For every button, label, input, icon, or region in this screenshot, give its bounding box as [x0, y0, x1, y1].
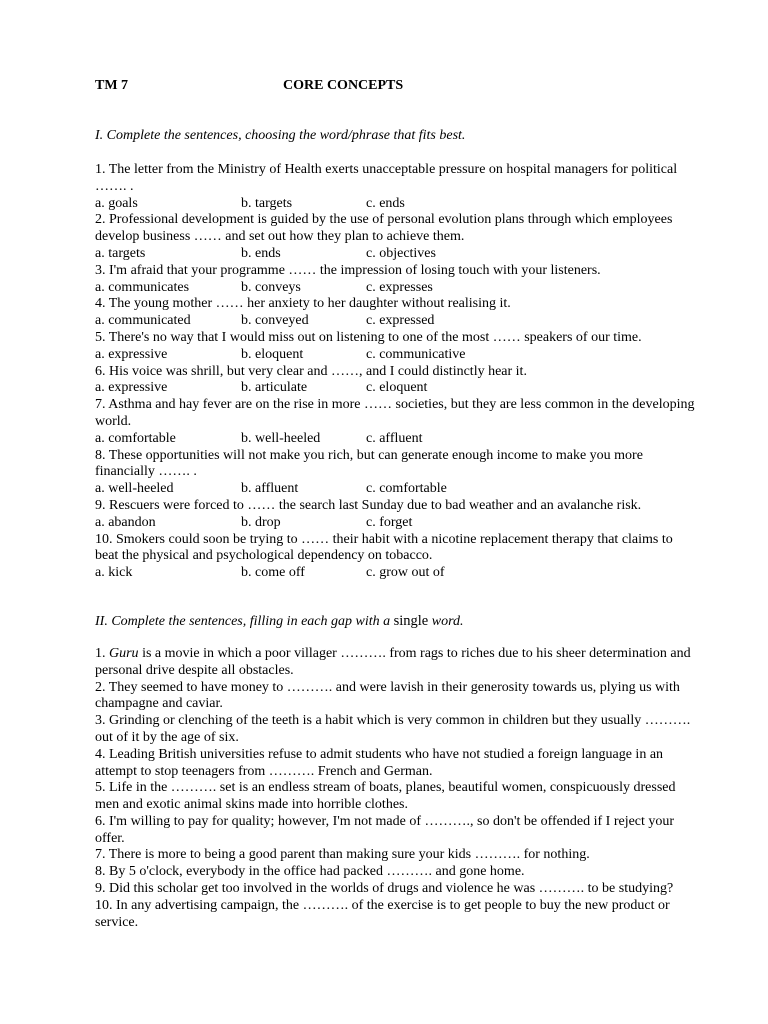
question-2: [95, 212, 695, 262]
gap-question-5: 5. Life in the ………. set is an endless stream of boats, planes, beautiful women, conspicuously dressed men and exotic animal skins made into horrible clothes.: [95, 780, 676, 813]
question-7: [95, 397, 695, 447]
option-a: a. communicated: [95, 313, 191, 329]
question-1: [95, 162, 695, 212]
option-b: b. well-heeled: [241, 430, 321, 446]
option-b: b. ends: [241, 245, 281, 261]
option-b: b. eloquent: [241, 346, 304, 362]
gap-question-4: 4. Leading British universities refuse to admit students who have not studied a foreign language in an attempt to stop teenagers from ………. French and German.: [95, 746, 664, 779]
option-b: b. targets: [241, 195, 293, 211]
question-text: 3. I'm afraid that your programme …… the impression of losing touch with your listeners.: [95, 262, 601, 278]
gap-question-2: 2. They seemed to have money to ………. and were lavish in their generosity towards us, plying us with champagne and caviar.: [95, 679, 680, 712]
option-a: a. expressive: [95, 380, 168, 396]
answer-options: [95, 565, 695, 582]
answer-options: [95, 380, 695, 397]
question-text: 1. The letter from the Ministry of Health exerts unacceptable pressure on hospital managers for political ……. .: [95, 162, 678, 194]
option-b: b. drop: [241, 514, 281, 530]
answer-options: [95, 431, 695, 448]
question-3: [95, 263, 695, 297]
document-header: [95, 78, 695, 96]
question-10: [95, 532, 695, 582]
option-a: a. well-heeled: [95, 481, 174, 497]
question-text: 9. Rescuers were forced to …… the search last Sunday due to bad weather and an avalanche risk.: [95, 497, 642, 513]
option-b: b. conveys: [241, 279, 301, 295]
question-5: [95, 330, 695, 364]
option-c: c. expresses: [366, 279, 433, 295]
gap-question-8: 8. By 5 o'clock, everybody in the office had packed ………. and gone home.: [95, 864, 525, 880]
option-c: c. forget: [366, 514, 413, 530]
question-6: [95, 364, 695, 398]
section2-questions: [95, 646, 695, 932]
answer-options: [95, 196, 695, 213]
option-a: a. targets: [95, 245, 146, 261]
answer-options: [95, 246, 695, 263]
option-a: a. kick: [95, 565, 133, 581]
option-c: c. grow out of: [366, 565, 445, 581]
section1-instruction: I. Complete the sentences, choosing the word/phrase that fits best.: [95, 128, 466, 143]
option-c: c. communicative: [366, 346, 466, 362]
option-b: b. articulate: [241, 380, 308, 396]
question-8: [95, 448, 695, 498]
question-text: 8. These opportunities will not make you rich, but can generate enough income to make you more financially ……. .: [95, 447, 643, 480]
option-c: c. comfortable: [366, 481, 447, 497]
option-a: a. abandon: [95, 514, 156, 530]
question-text: 6. His voice was shrill, but very clear and ……, and I could distinctly hear it.: [95, 363, 527, 379]
option-b: b. conveyed: [241, 313, 309, 329]
option-a: a. goals: [95, 195, 138, 211]
option-a: a. expressive: [95, 346, 168, 362]
question-text: 2. Professional development is guided by the use of personal evolution plans through which employees develop business …… and set out how they plan to achieve them.: [95, 212, 673, 245]
gap-question-7: 7. There is more to being a good parent than making sure your kids ………. for nothing.: [95, 847, 590, 863]
question-text: 7. Asthma and hay fever are on the rise in more …… societies, but they are less common in the developing world.: [95, 397, 695, 429]
question-text: 4. The young mother …… her anxiety to her daughter without realising it.: [95, 296, 511, 312]
instruction-emphasis: single: [393, 612, 429, 629]
gap-question-1: [95, 646, 695, 680]
option-c: c. eloquent: [366, 380, 428, 396]
section2-instruction: [95, 613, 695, 630]
option-c: c. expressed: [366, 313, 435, 329]
gap-question-9: 9. Did this scholar get too involved in the worlds of drugs and violence he was ………. to be studying?: [95, 881, 674, 897]
gap-question-3: 3. Grinding or clenching of the teeth is a habit which is very common in children but they usually ………. out of it by the age of six.: [95, 713, 691, 745]
question-number: 1.: [95, 645, 109, 661]
option-a: a. communicates: [95, 279, 190, 295]
answer-options: [95, 481, 695, 498]
option-c: c. ends: [366, 195, 405, 211]
option-c: c. affluent: [366, 430, 423, 446]
gap-question-6: 6. I'm willing to pay for quality; however, I'm not made of ………., so don't be offended if I reject your offer.: [95, 813, 675, 846]
section1-questions: [95, 162, 695, 582]
instruction-text: word.: [428, 613, 464, 629]
answer-options: [95, 280, 695, 297]
document-title: CORE CONCEPTS: [283, 78, 404, 93]
question-9: [95, 498, 695, 532]
movie-title: Guru: [109, 645, 139, 661]
answer-options: [95, 515, 695, 532]
question-text: 5. There's no way that I would miss out on listening to one of the most …… speakers of our time.: [95, 329, 642, 345]
answer-options: [95, 347, 695, 364]
option-b: b. come off: [241, 565, 305, 581]
document-page: [95, 78, 695, 931]
option-c: c. objectives: [366, 245, 436, 261]
module-code: TM 7: [95, 78, 129, 93]
instruction-text: II. Complete the sentences, filling in each gap with a: [95, 613, 394, 629]
question-4: [95, 296, 695, 330]
question-text: 10. Smokers could soon be trying to …… their habit with a nicotine replacement therapy that claims to beat the physical and psychological dependency on tobacco.: [95, 531, 673, 564]
question-text: is a movie in which a poor villager ………. from rags to riches due to his sheer determination and personal drive despite all obstacles.: [95, 645, 691, 678]
option-a: a. comfortable: [95, 430, 176, 446]
gap-question-10: 10. In any advertising campaign, the ………. of the exercise is to get people to buy the new product or service.: [95, 897, 670, 930]
option-b: b. affluent: [241, 481, 299, 497]
answer-options: [95, 313, 695, 330]
